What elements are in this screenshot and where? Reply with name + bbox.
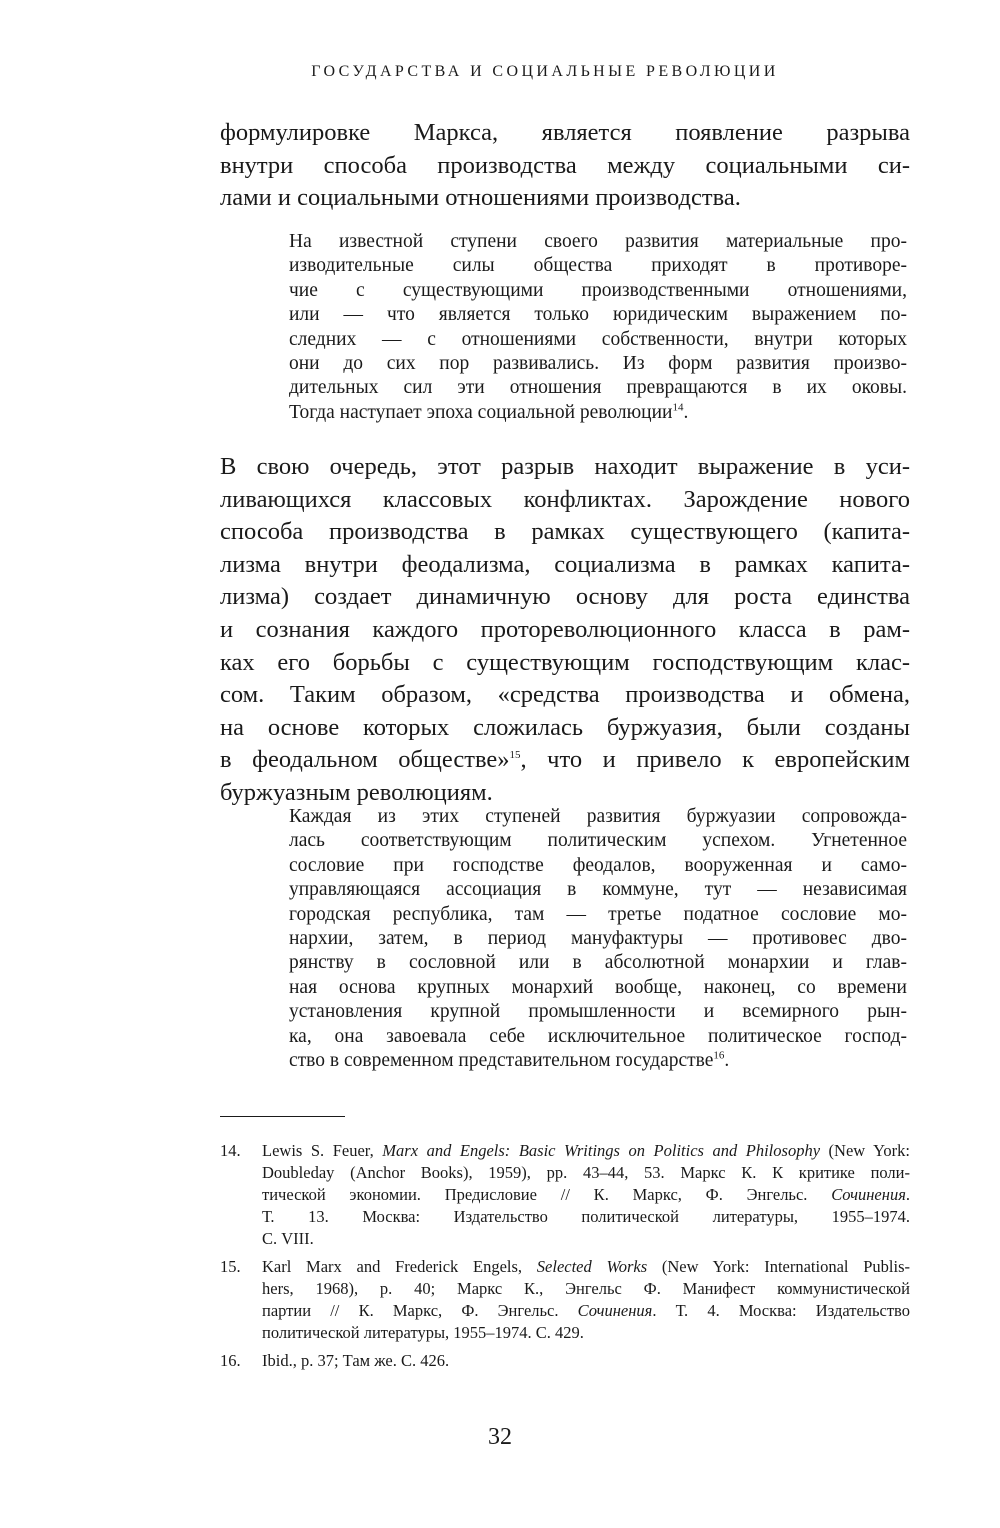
quote-line: рянству в сословной или в абсолютной монархии и глав- bbox=[289, 952, 907, 974]
block-quote-2 bbox=[289, 805, 907, 1073]
text-line: лизма) создает динамичную основу для роста единства bbox=[220, 583, 910, 611]
footnote-title: Сочинения bbox=[831, 1185, 906, 1204]
quote-line: дительных сил эти отношения превращаются в их оковы. bbox=[289, 377, 907, 399]
footnote-text: Karl Marx and Frederick Engels, bbox=[262, 1257, 537, 1276]
footnote-number: 14. bbox=[220, 1141, 241, 1160]
quote-line: или — что является только юридическим выражением по- bbox=[289, 304, 907, 326]
text-line: сом. Таким образом, «средства производства и обмена, bbox=[220, 681, 910, 709]
quote-line: сословие при господстве феодалов, вооруженная и само- bbox=[289, 854, 907, 876]
footnote-number: 15. bbox=[220, 1257, 241, 1276]
quote-line: ная основа крупных монархий вообще, наконец, со времени bbox=[289, 976, 907, 998]
footnote-title: Marx and Engels: Basic Writings on Politics and Philosophy bbox=[382, 1141, 821, 1160]
footnote-title: Selected Works bbox=[536, 1257, 648, 1276]
quote-line: городская республика, там — третье податное сословие мо- bbox=[289, 903, 907, 925]
footnote-14 bbox=[220, 1140, 910, 1250]
footnote-line: Doubleday (Anchor Books), 1959), pp. 43–44, 53. Маркс К. К критике поли- bbox=[262, 1163, 910, 1182]
footnote-line: Т. 13. Москва: Издательство политической литературы, 1955–1974. bbox=[262, 1207, 910, 1226]
text-line: буржуазным революциям. bbox=[220, 778, 493, 806]
footnote-ref-15[interactable]: 15 bbox=[509, 749, 521, 762]
footnote-15 bbox=[220, 1256, 910, 1344]
footnotes bbox=[220, 1140, 910, 1378]
footnote-number: 16. bbox=[220, 1351, 241, 1370]
quote-end: . bbox=[683, 401, 689, 423]
footnote-text: тической экономии. Предисловие // К. Маркс, Ф. Энгельс. bbox=[262, 1185, 832, 1204]
quote-line: чие с существующими производственными отношениями, bbox=[289, 279, 907, 301]
footnote-line bbox=[262, 1140, 910, 1162]
quote-line: управляющаяся ассоциация в коммуне, тут — независимая bbox=[289, 879, 907, 901]
footnote-title: Сочинения bbox=[577, 1301, 653, 1320]
footnote-divider bbox=[220, 1116, 345, 1117]
footnote-line: hers, 1968), p. 40; Маркс К., Энгельс Ф. Манифест коммунистической bbox=[262, 1279, 910, 1298]
footnote-line bbox=[262, 1300, 910, 1322]
quote-line: установления крупной промышленности и всемирного рын- bbox=[289, 1001, 907, 1023]
footnote-line: Ibid., p. 37; Там же. С. 426. bbox=[262, 1351, 450, 1370]
text-line: способа производства в рамках существующего (капита- bbox=[220, 518, 910, 546]
footnote-text: . Т. 4. Москва: Издательство bbox=[652, 1301, 910, 1320]
running-head: ГОСУДАРСТВА И СОЦИАЛЬНЫЕ РЕВОЛЮЦИИ bbox=[311, 63, 779, 80]
quote-text: Тогда наступает эпоха социальной революции bbox=[289, 401, 673, 423]
footnote-ref-14[interactable]: 14 bbox=[672, 401, 684, 414]
footnote-text: (New York: bbox=[820, 1141, 910, 1160]
block-quote-1 bbox=[289, 230, 907, 425]
footnote-text: Lewis S. Feuer, bbox=[262, 1141, 383, 1160]
quote-text: ство в современном представительном государстве bbox=[289, 1050, 714, 1072]
footnote-ref-16[interactable]: 16 bbox=[713, 1049, 725, 1062]
footnote-text: . bbox=[905, 1185, 910, 1204]
text-line: внутри способа производства между социальными си- bbox=[220, 151, 910, 179]
quote-line: Каждая из этих ступеней развития буржуазии сопровожда- bbox=[289, 806, 907, 827]
quote-end: . bbox=[724, 1050, 730, 1072]
footnote-text: партии // К. Маркс, Ф. Энгельс. bbox=[262, 1301, 578, 1320]
footnote-16 bbox=[220, 1350, 910, 1372]
page-number: 32 bbox=[488, 1424, 512, 1450]
text-line bbox=[220, 744, 910, 777]
paragraph-2 bbox=[220, 451, 910, 810]
quote-line bbox=[289, 1049, 907, 1073]
footnote-line: политической литературы, 1955–1974. С. 429. bbox=[262, 1323, 584, 1342]
quote-line: ка, она завоевала себе исключительное политическое господ- bbox=[289, 1025, 907, 1047]
text-segment: в феодальном обществе» bbox=[220, 746, 510, 774]
quote-line bbox=[289, 401, 907, 425]
footnote-text: (New York: International Publis- bbox=[647, 1257, 910, 1276]
text-line: формулировке Маркса, является появление разрыва bbox=[220, 119, 910, 146]
footnote-line: С. VIII. bbox=[262, 1229, 314, 1248]
text-segment: , что и привело к европейским bbox=[520, 746, 910, 774]
text-line: лами и социальными отношениями производства. bbox=[220, 184, 741, 212]
text-line: В свою очередь, этот разрыв находит выражение в уси- bbox=[220, 453, 910, 480]
quote-line: На известной ступени своего развития материальные про- bbox=[289, 231, 907, 252]
paragraph-1 bbox=[220, 117, 910, 215]
text-line: ливающихся классовых конфликтах. Зарождение нового bbox=[220, 485, 910, 513]
quote-line: следних — с отношениями собственности, внутри которых bbox=[289, 328, 907, 350]
text-line: лизма внутри феодализма, социализма в рамках капита- bbox=[220, 550, 910, 578]
text-line: на основе которых сложилась буржуазия, были созданы bbox=[220, 713, 910, 741]
quote-line: изводительные силы общества приходят в противоре- bbox=[289, 255, 907, 277]
text-line: и сознания каждого протореволюционного класса в рам- bbox=[220, 615, 910, 643]
footnote-line bbox=[262, 1256, 910, 1278]
quote-line: лась соответствующим политическим успехом. Угнетенное bbox=[289, 830, 907, 852]
text-line: ках его борьбы с существующим господствующим клас- bbox=[220, 648, 910, 676]
footnote-line bbox=[262, 1184, 910, 1206]
quote-line: нархии, затем, в период мануфактуры — противовес дво- bbox=[289, 928, 907, 950]
quote-line: они до сих пор развивались. Из форм развития произво- bbox=[289, 353, 907, 375]
